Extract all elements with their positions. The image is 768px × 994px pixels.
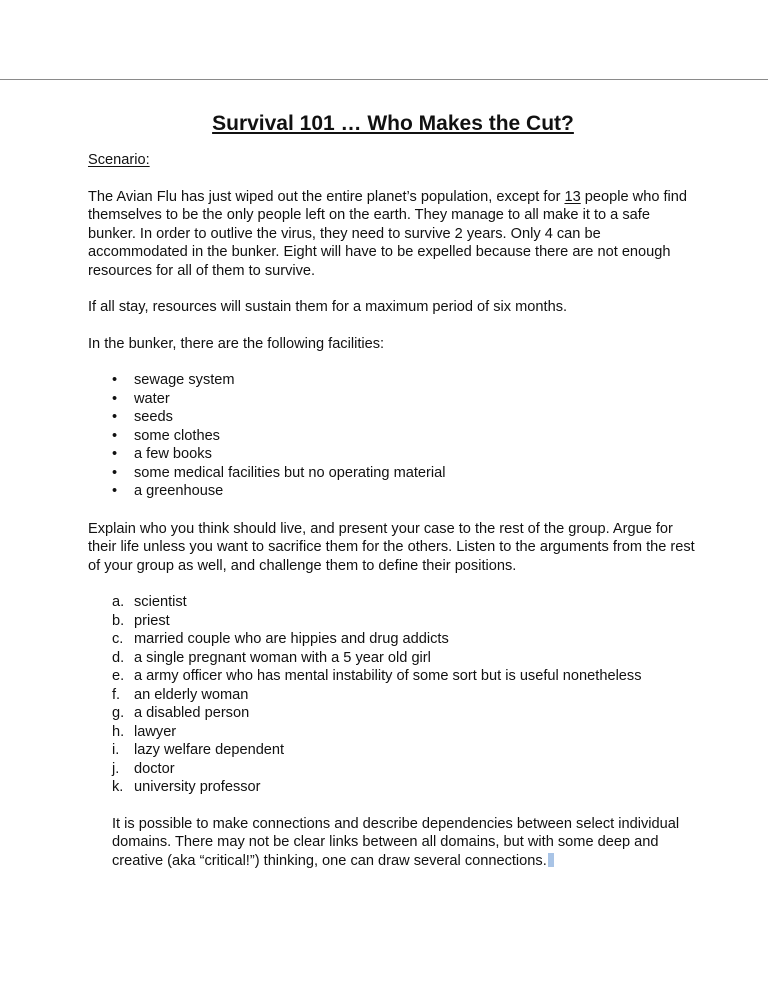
person-label: a disabled person [134,705,250,721]
person-item [112,704,698,723]
facility-item [112,408,698,427]
closing-text: It is possible to make connections and describe dependencies between select individual domains. There may not be clear links between all domains, but with some deep and creative (aka “critical!”) thinking, one can draw several connections. [112,815,680,869]
facility-item [112,482,698,501]
facility-label: sewage system [134,372,235,388]
facility-item [112,464,698,483]
bullet-icon: • [112,483,118,499]
facility-item [112,390,698,409]
person-label: a army officer who has mental instability of some sort but is useful nonetheless [134,668,642,684]
document-page [88,111,698,870]
person-label: doctor [134,760,175,777]
bullet-icon: • [112,409,118,425]
person-item [112,778,698,797]
person-label: university professor [134,779,261,795]
person-label: married couple who are hippies and drug addicts [134,631,449,647]
person-item [112,741,698,760]
facility-label: a greenhouse [134,483,224,499]
bullet-icon: • [112,372,118,388]
scenario-heading: Scenario: [88,152,150,168]
facilities-list [88,371,698,501]
person-label: lazy welfare dependent [134,742,285,758]
facility-label: a few books [134,446,212,462]
text-cursor-icon [548,853,554,867]
bullet-icon: • [112,464,118,481]
facility-label: some clothes [134,427,220,444]
document-title: Survival 101 … Who Makes the Cut? [212,112,574,135]
facility-label: some medical facilities but no operating material [134,464,446,481]
closing-paragraph [88,815,698,871]
person-item [112,593,698,612]
resources-paragraph: If all stay, resources will sustain them for a maximum period of six months. [88,299,568,315]
person-label: an elderly woman [134,686,249,703]
intro-text-before: The Avian Flu has just wiped out the entire planet’s population, except for [88,188,565,205]
person-label: a single pregnant woman with a 5 year old girl [134,649,431,666]
person-label: lawyer [134,723,177,740]
person-marker: i. [112,742,120,758]
person-marker: a. [112,594,125,610]
person-marker: j. [112,760,120,777]
person-label: scientist [134,594,187,610]
person-item [112,612,698,631]
person-marker: h. [112,723,125,740]
person-item [112,723,698,742]
person-marker: g. [112,705,125,721]
person-marker: f. [112,686,121,703]
facility-item [112,445,698,464]
person-marker: k. [112,779,124,795]
bullet-icon: • [112,390,118,407]
person-item [112,686,698,705]
person-item [112,649,698,668]
page-top-rule [0,79,768,80]
facilities-intro: In the bunker, there are the following facilities: [88,335,385,352]
facility-item [112,427,698,446]
person-marker: e. [112,668,125,684]
instructions-paragraph: Explain who you think should live, and present your case to the rest of the group. Argue for their life unless you want to sacrifice them for the others. Listen to the arguments from the rest of your group as well, and challenge them to define their positions. [88,520,695,574]
person-marker: c. [112,631,124,647]
person-item [112,630,698,649]
intro-paragraph [88,188,698,281]
bullet-icon: • [112,446,118,462]
person-marker: b. [112,612,125,629]
survivor-count: 13 [564,188,581,205]
person-item [112,760,698,779]
facility-item [112,371,698,390]
person-item [112,667,698,686]
person-marker: d. [112,649,125,666]
intro-text-after: people who find themselves to be the only people left on the earth. They manage to all make it to a safe bunker. In order to outlive the virus, they need to survive 2 years. Only 4 can be accommodated in the bunker. Eight will have to be expelled because there are not enough resources for all of them to survive. [88,188,688,279]
people-list [88,593,698,797]
facility-label: seeds [134,409,173,425]
facility-label: water [134,390,170,407]
person-label: priest [134,612,170,629]
bullet-icon: • [112,427,118,444]
